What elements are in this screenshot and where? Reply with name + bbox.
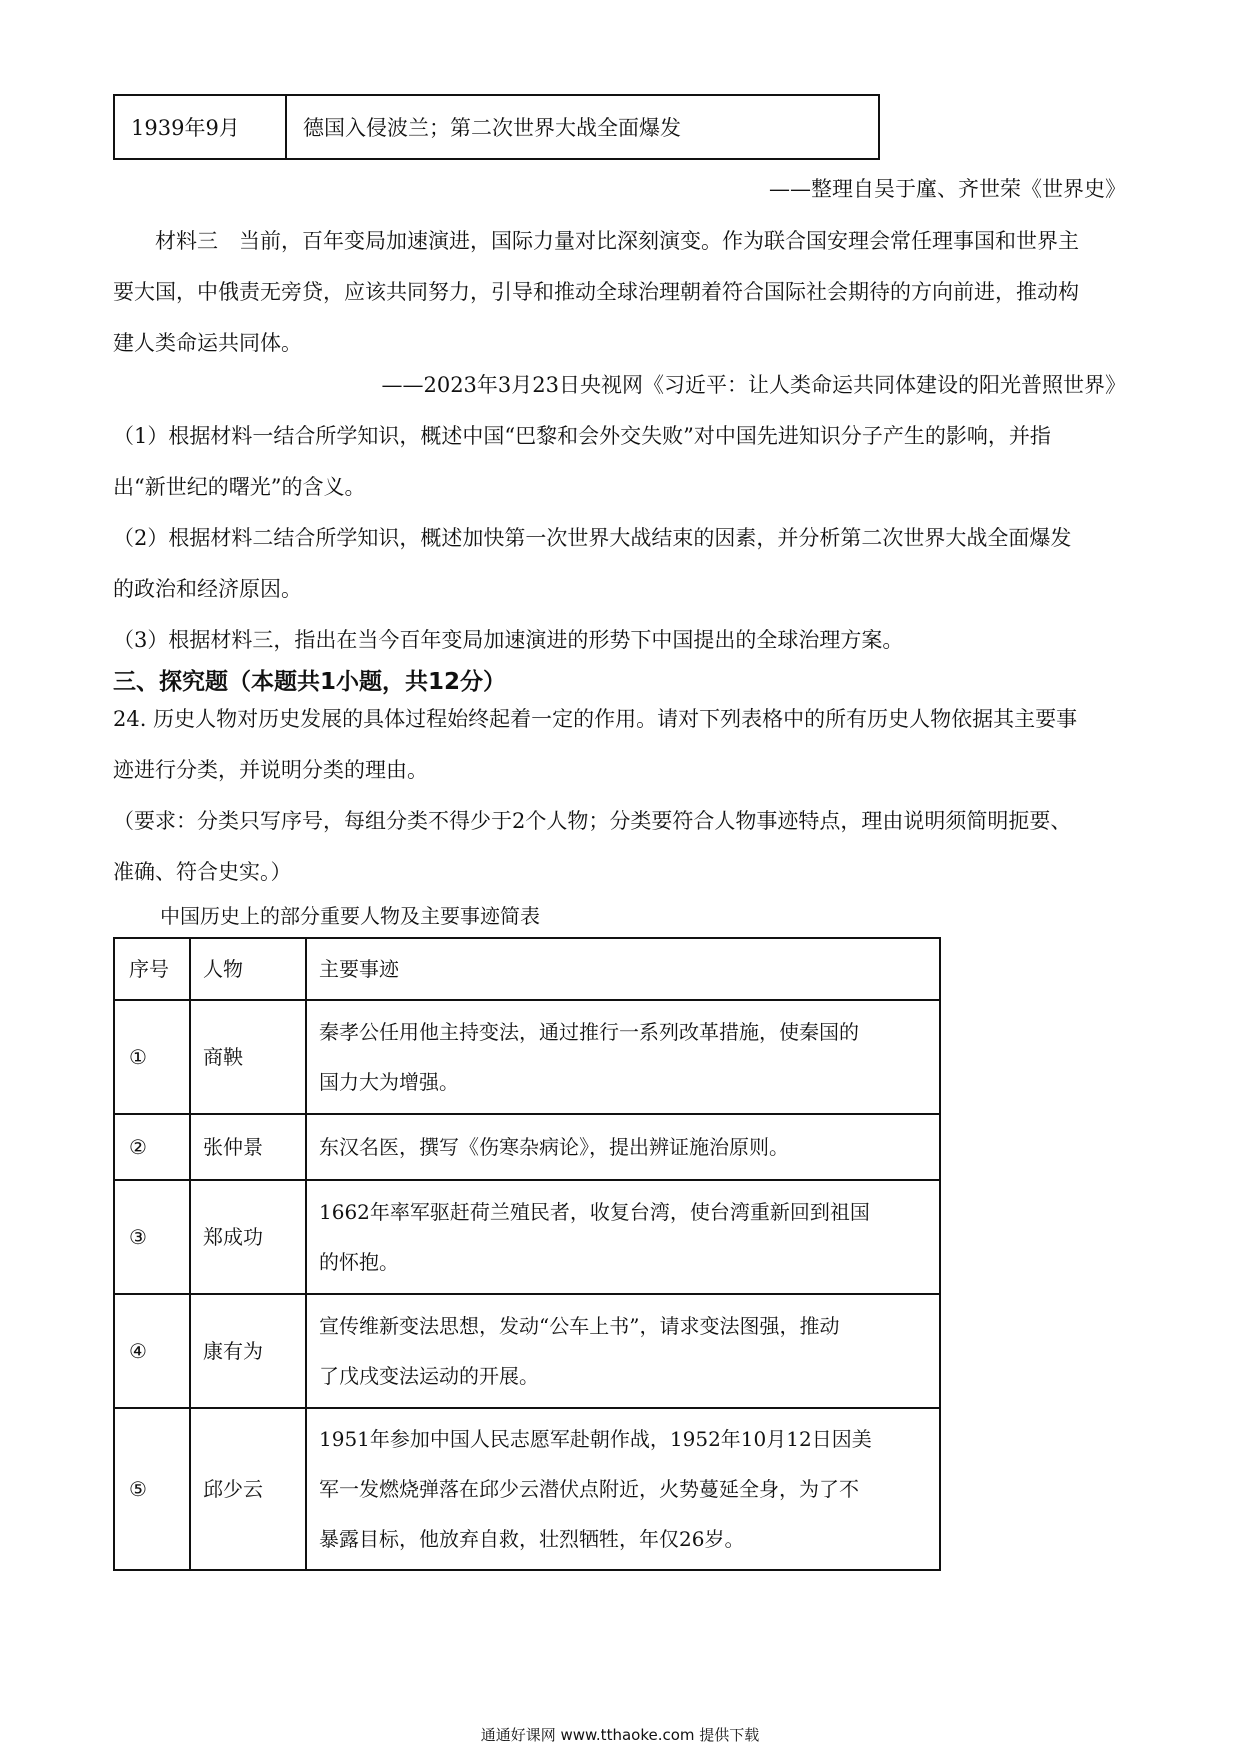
deeds-line: 了戊戌变法运动的开展。: [319, 1364, 539, 1388]
deeds-line: 1662年率军驱赶荷兰殖民者，收复台湾，使台湾重新回到祖国: [319, 1200, 870, 1224]
deeds-line: 军一发燃烧弹落在邱少云潜伏点附近，火势蔓延全身，为了不: [319, 1477, 859, 1501]
question-1-line: 出“新世纪的曙光”的含义。: [113, 475, 366, 499]
name-cell: 商鞅: [190, 1000, 306, 1114]
name-cell: 邱少云: [190, 1408, 306, 1570]
table-row: [114, 1180, 940, 1294]
material-line: 建人类命运共同体。: [113, 331, 302, 355]
question-24-line: 24. 历史人物对历史发展的具体过程始终起着一定的作用。请对下列表格中的所有历史人物依据其主要事: [113, 707, 1078, 731]
table-row: [114, 95, 879, 159]
question-24: [113, 694, 1133, 898]
deeds-line: 秦孝公任用他主持变法，通过推行一系列改革措施，使秦国的: [319, 1020, 859, 1044]
header-seq: 序号: [114, 938, 190, 1000]
deeds-cell: [306, 1180, 940, 1294]
table-row: [114, 1408, 940, 1570]
seq-cell: ⑤: [114, 1408, 190, 1570]
page-footer: 通通好课网 www.tthaoke.com 提供下载: [480, 1726, 760, 1744]
section-title: 三、探究题（本题共1小题，共12分）: [113, 669, 507, 695]
question-24-line: 迹进行分类，并说明分类的理由。: [113, 758, 428, 782]
table-row: [114, 1114, 940, 1180]
persons-table: [113, 937, 941, 1571]
seq-cell: ④: [114, 1294, 190, 1408]
name-cell: 康有为: [190, 1294, 306, 1408]
deeds-line: 东汉名医，撰写《伤寒杂病论》，提出辨证施治原则。: [319, 1135, 789, 1159]
date-cell: 1939年9月: [114, 95, 286, 159]
seq-cell: ①: [114, 1000, 190, 1114]
deeds-line: 宣传维新变法思想，发动“公车上书”，请求变法图强，推动: [319, 1314, 840, 1338]
question-2-line: （2）根据材料二结合所学知识，概述加快第一次世界大战结束的因素，并分析第二次世界大战全面爆发: [113, 526, 1072, 550]
deeds-cell: [306, 1114, 940, 1180]
event-cell: 德国入侵波兰；第二次世界大战全面爆发: [286, 95, 879, 159]
name-cell: 张仲景: [190, 1114, 306, 1180]
deeds-cell: [306, 1408, 940, 1570]
question-1-line: （1）根据材料一结合所学知识，概述中国“巴黎和会外交失败”对中国先进知识分子产生的影响，并指: [113, 424, 1051, 448]
source-citation: ——整理自吴于廑、齐世荣《世界史》: [769, 177, 1126, 201]
header-deeds: 主要事迹: [306, 938, 940, 1000]
deeds-line: 1951年参加中国人民志愿军赴朝作战，1952年10月12日因美: [319, 1427, 872, 1451]
table-row: [114, 1294, 940, 1408]
timeline-table: [113, 94, 880, 160]
header-name: 人物: [190, 938, 306, 1000]
seq-cell: ③: [114, 1180, 190, 1294]
deeds-cell: [306, 1294, 940, 1408]
deeds-line: 国力大为增强。: [319, 1070, 459, 1094]
requirement-line: （要求：分类只写序号，每组分类不得少于2个人物；分类要符合人物事迹特点，理由说明须简明扼要、: [113, 809, 1072, 833]
deeds-cell: [306, 1000, 940, 1114]
material-line: 材料三 当前，百年变局加速演进，国际力量对比深刻演变。作为联合国安理会常任理事国和世界主: [155, 229, 1079, 253]
question-list: [113, 411, 1133, 666]
question-2-line: 的政治和经济原因。: [113, 577, 302, 601]
table-caption: 中国历史上的部分重要人物及主要事迹简表: [160, 904, 540, 928]
source-citation: ——2023年3月23日央视网《习近平：让人类命运共同体建设的阳光普照世界》: [381, 373, 1126, 397]
deeds-line: 暴露目标，他放弃自救，壮烈牺牲，年仅26岁。: [319, 1527, 745, 1551]
material-line: 要大国，中俄责无旁贷，应该共同努力，引导和推动全球治理朝着符合国际社会期待的方向前进，推动构: [113, 280, 1079, 304]
name-cell: 郑成功: [190, 1180, 306, 1294]
question-3-line: （3）根据材料三，指出在当今百年变局加速演进的形势下中国提出的全球治理方案。: [113, 628, 904, 652]
table-row: [114, 1000, 940, 1114]
deeds-line: 的怀抱。: [319, 1250, 399, 1274]
requirement-line: 准确、符合史实。）: [113, 860, 292, 884]
seq-cell: ②: [114, 1114, 190, 1180]
material-three: [113, 216, 1133, 369]
table-header-row: [114, 938, 940, 1000]
